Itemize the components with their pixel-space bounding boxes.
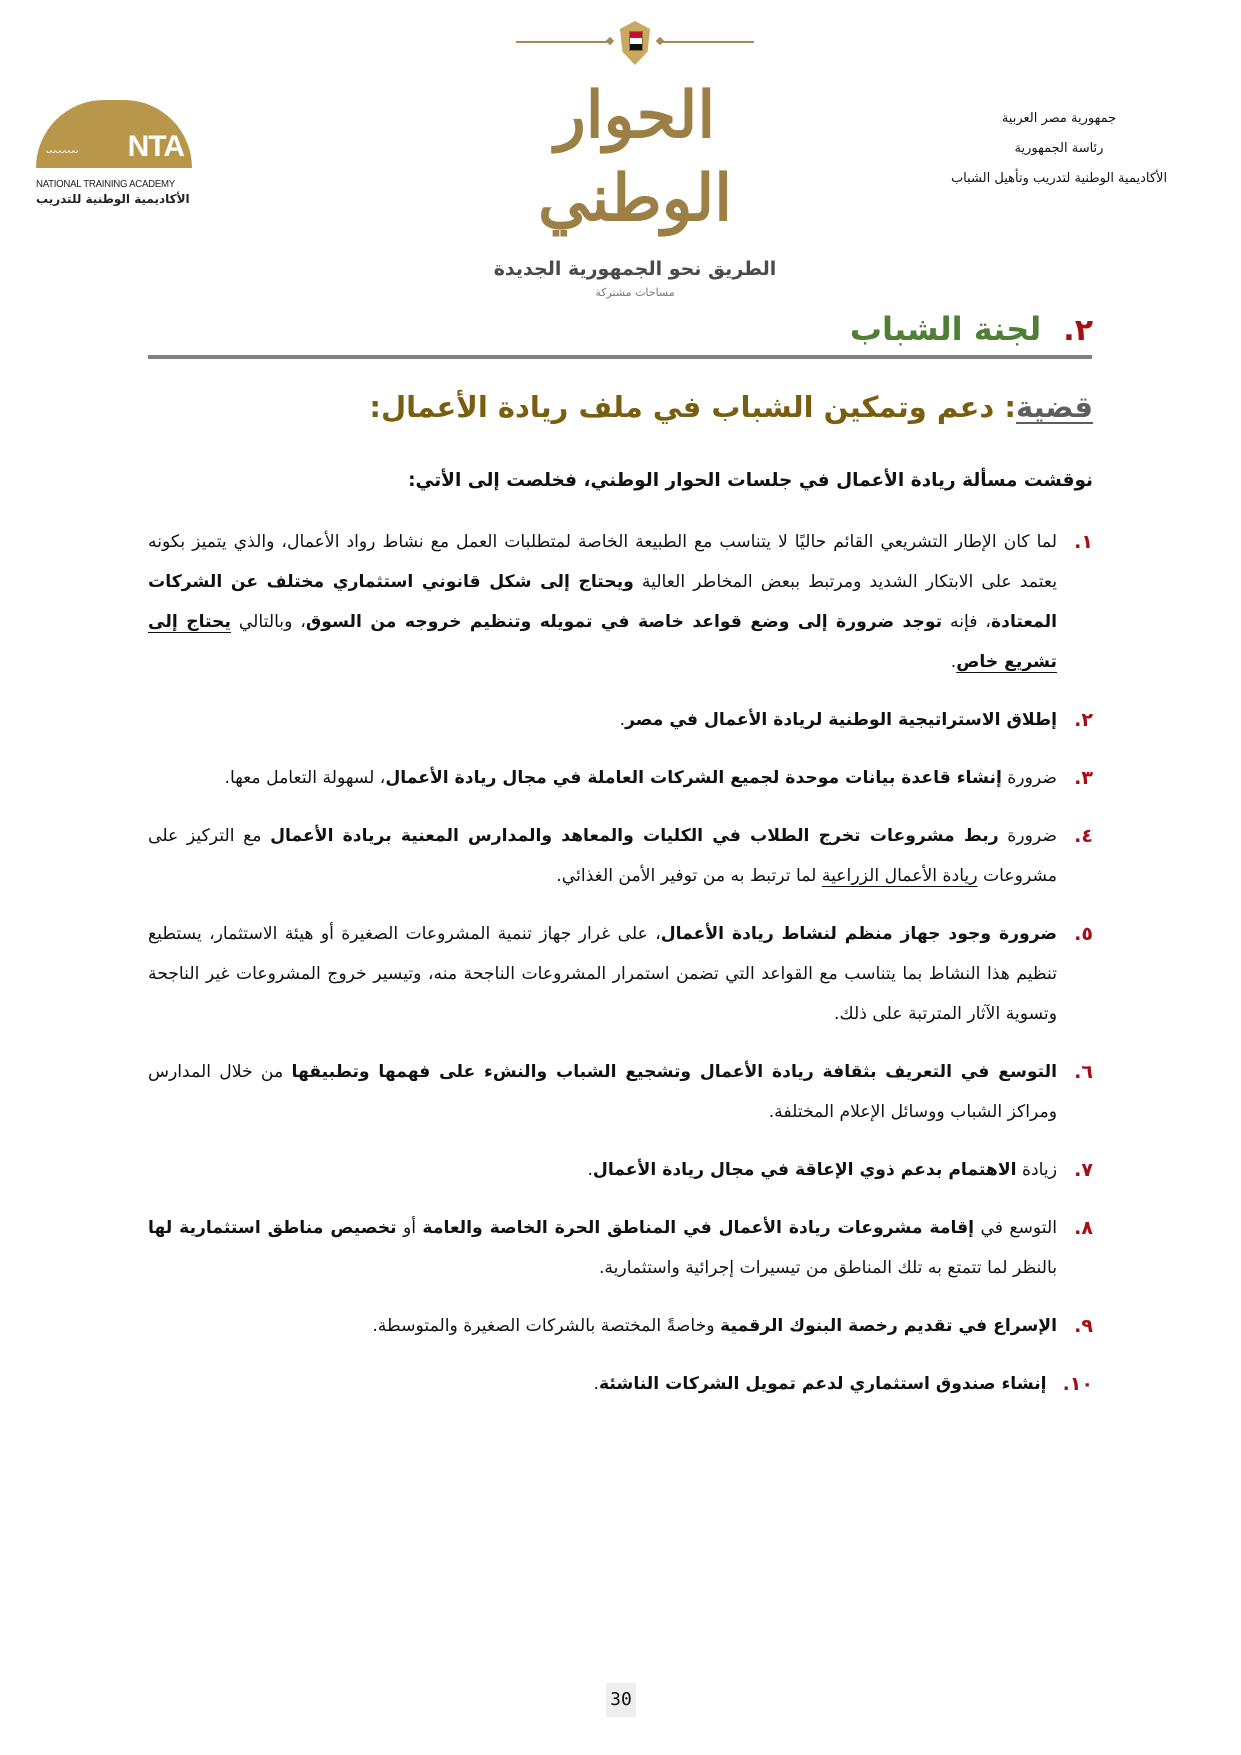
text-segment: إنشاء قاعدة بيانات موحدة لجميع الشركات العاملة في مجال ريادة الأعمال	[385, 768, 1002, 788]
list-item	[148, 700, 1093, 740]
list-item-text	[148, 1364, 1047, 1404]
issue-text: : دعم وتمكين الشباب في ملف ريادة الأعمال:	[369, 390, 1016, 424]
list-item-text	[148, 700, 1057, 740]
list-item-number: ٣.	[1074, 767, 1093, 789]
list-item-number: ٥.	[1074, 923, 1093, 945]
list-item-number: ٧.	[1074, 1159, 1093, 1181]
text-segment: وخاصةً المختصة بالشركات الصغيرة والمتوسطة.	[372, 1316, 721, 1336]
section-heading: لجنة الشباب	[849, 310, 1042, 348]
text-segment: من خلال المدارس ومراكز الشباب ووسائل الإعلام المختلفة.	[148, 1062, 1057, 1122]
list-item	[148, 522, 1093, 682]
text-segment: .	[593, 1374, 599, 1394]
text-segment: الاهتمام بدعم ذوي الإعاقة في مجال ريادة الأعمال	[592, 1160, 1017, 1180]
text-segment: ضرورة وجود جهاز منظم لنشاط ريادة الأعمال	[660, 924, 1057, 944]
list-item	[148, 1364, 1093, 1404]
text-segment: التوسع في التعريف بثقافة ريادة الأعمال وتشجيع الشباب والنشء على فهمها وتطبيقها	[291, 1062, 1057, 1082]
nta-logo	[36, 100, 196, 206]
list-item-text	[148, 758, 1057, 798]
list-item-text	[148, 1052, 1057, 1132]
list-item	[148, 816, 1093, 896]
text-segment: أو	[396, 1218, 423, 1238]
text-segment: زيادة	[1016, 1160, 1057, 1180]
list-item-number: ٤.	[1074, 825, 1093, 847]
list-item-text	[148, 522, 1057, 682]
text-segment: توجد ضرورة إلى وضع قواعد خاصة في تمويله وتنظيم خروجه من السوق	[305, 612, 943, 632]
nta-dome-icon	[36, 100, 192, 168]
text-segment: تخصيص مناطق استثمارية لها	[148, 1218, 397, 1238]
text-segment: لما كان الإطار التشريعي القائم حاليًا لا يتناسب مع الطبيعة الخاصة لمتطلبات العمل مع نشاط رواد الأعمال، والذي يتميز بكونه يعتمد على الابتكار الشديد ومرتبط ببعض المخاطر العالية	[148, 532, 1057, 592]
ornament-left-icon	[516, 41, 611, 43]
text-segment: التوسع في	[974, 1218, 1057, 1238]
intro-paragraph: نوقشت مسألة ريادة الأعمال في جلسات الحوار الوطني، فخلصت إلى الأتي:	[408, 470, 1093, 491]
section-title	[850, 310, 1093, 348]
list-item-number: ١٠.	[1062, 1373, 1093, 1395]
logo-tagline: الطريق نحو الجمهورية الجديدة	[493, 258, 777, 281]
text-segment: ضرورة	[1001, 768, 1057, 788]
text-segment: ضرورة	[998, 826, 1057, 846]
list-item	[148, 1208, 1093, 1288]
text-segment: مع التركيز على مشروعات	[148, 826, 1057, 886]
list-item	[148, 1150, 1093, 1190]
list-item	[148, 1306, 1093, 1346]
ornament	[470, 12, 800, 72]
national-dialogue-logo	[470, 12, 800, 299]
nta-english-name: NATIONAL TRAINING ACADEMY	[36, 178, 175, 190]
text-segment: ، وبالتالي	[230, 612, 306, 632]
list-item-number: ٢.	[1074, 709, 1093, 731]
list-item	[148, 758, 1093, 798]
ornament-right-icon	[659, 41, 754, 43]
nta-wave-icon: ᴗᴗᴗᴗᴗᴗᴗ	[46, 146, 78, 156]
text-segment: بالنظر لما تتمتع به تلك المناطق من تيسيرات إجرائية واستثمارية.	[598, 1258, 1057, 1278]
text-segment: ، فإنه	[942, 612, 991, 632]
logo-calligraphy: الحوار الوطني	[538, 78, 732, 237]
text-segment: ويحتاج إلى شكل قانوني استثماري مختلف عن الشركات المعتادة	[148, 572, 1057, 632]
text-segment: لما ترتبط به من توفير الأمن الغذائي.	[556, 866, 822, 886]
eagle-emblem-icon	[617, 13, 653, 71]
text-segment: ربط مشروعات تخرج الطلاب في الكليات والمعاهد والمدارس المعنية بريادة الأعمال	[270, 826, 999, 846]
text-segment: ، لسهولة التعامل معها.	[224, 768, 386, 788]
text-segment: .	[619, 710, 626, 730]
recommendations-list	[148, 522, 1093, 1422]
list-item-number: ١.	[1074, 531, 1093, 553]
text-segment: .	[587, 1160, 593, 1180]
text-segment: إنشاء صندوق استثماري لدعم تمويل الشركات الناشئة	[598, 1374, 1047, 1394]
gov-line-academy: الأكاديمية الوطنية لتدريب وتأهيل الشباب	[950, 171, 1168, 186]
list-item-text	[148, 1150, 1057, 1190]
issue-label: قضية	[1016, 390, 1093, 424]
gov-line-presidency: رئاسة الجمهورية	[1014, 141, 1104, 156]
section-divider	[148, 355, 1092, 359]
list-item	[148, 1052, 1093, 1132]
list-item-number: ٨.	[1074, 1217, 1093, 1239]
list-item-text	[148, 1208, 1057, 1288]
text-segment: .	[950, 652, 957, 672]
section-number: ٢.	[1063, 313, 1093, 348]
page-number: 30	[606, 1683, 636, 1717]
list-item-text	[148, 816, 1057, 896]
text-segment: ، على غرار جهاز تنمية المشروعات الصغيرة أو هيئة الاستثمار، يستطيع تنظيم هذا النشاط بما يتناسب مع القواعد التي تضمن استمرار المشروعات الناجحة منه، وتيسير خروج المشروعات غير الناجحة وتسوية الآثار المترتبة على ذلك.	[148, 924, 1057, 1024]
text-segment: يحتاج إلى تشريع خاص	[148, 612, 1057, 672]
text-segment: إقامة مشروعات ريادة الأعمال في المناطق الحرة الخاصة والعامة	[422, 1218, 975, 1238]
text-segment: الإسراع في تقديم رخصة البنوك الرقمية	[720, 1316, 1057, 1336]
gov-line-country: جمهورية مصر العربية	[1001, 111, 1117, 126]
list-item-text	[148, 1306, 1057, 1346]
text-segment: ريادة الأعمال الزراعية	[821, 866, 978, 886]
text-segment: إطلاق الاستراتيجية الوطنية لريادة الأعمال في مصر	[625, 710, 1057, 730]
nta-letters: NTA	[127, 130, 184, 163]
nta-arabic-name: الأكاديمية الوطنية للتدريب	[36, 192, 190, 206]
issue-title	[369, 390, 1093, 424]
list-item-number: ٦.	[1074, 1061, 1093, 1083]
logo-subtagline: مساحات مشتركة	[595, 286, 675, 300]
government-header	[909, 104, 1209, 194]
list-item	[148, 914, 1093, 1034]
list-item-number: ٩.	[1074, 1315, 1093, 1337]
list-item-text	[148, 914, 1057, 1034]
